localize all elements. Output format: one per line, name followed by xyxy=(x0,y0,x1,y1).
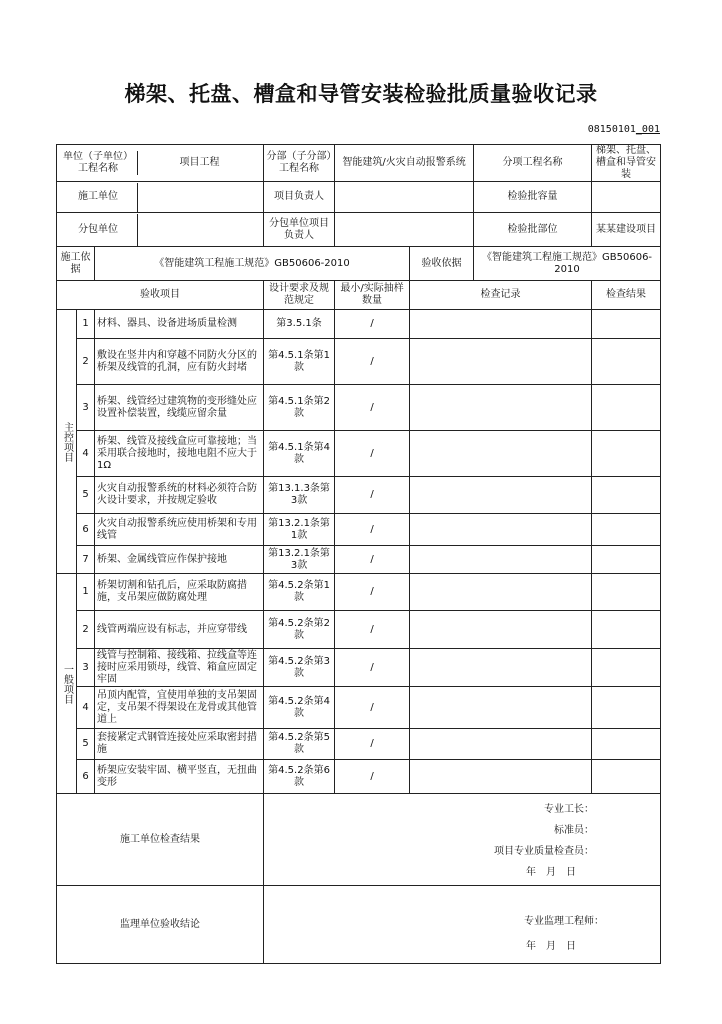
constructor-value[interactable] xyxy=(138,183,262,212)
item-record[interactable] xyxy=(410,760,592,794)
item-result[interactable] xyxy=(592,385,661,431)
item-text: 敷设在竖井内和穿越不同防火分区的桥架及线管的孔洞，应有防火封堵 xyxy=(95,339,264,385)
sub-pm-value[interactable] xyxy=(335,213,474,247)
location-value[interactable]: 某某建设项目 xyxy=(592,213,661,247)
construction-check-signature-area[interactable] xyxy=(264,794,661,886)
main-item-row xyxy=(57,385,661,431)
item-text: 线管与控制箱、接线箱、拉线盒等连接时应采用锁母，线管、箱盒应固定牢固 xyxy=(95,649,264,687)
item-result[interactable] xyxy=(592,339,661,385)
item-clause: 第4.5.1条第2款 xyxy=(264,385,335,431)
item-sample[interactable]: / xyxy=(335,514,410,546)
item-number: 3 xyxy=(77,649,95,687)
item-text: 桥架切割和钻孔后，应采取防腐措施，支吊架应做防腐处理 xyxy=(95,574,264,611)
item-record[interactable] xyxy=(410,611,592,649)
item-sample[interactable]: / xyxy=(335,546,410,574)
item-sample[interactable]: / xyxy=(335,687,410,729)
main-item-row xyxy=(57,546,661,574)
header-row-sub xyxy=(57,213,661,247)
constructor-label: 施工单位 xyxy=(59,183,138,212)
supervision-date: 年 月 日 xyxy=(526,941,577,952)
unit-label: 单位（子单位）工程名称 xyxy=(59,151,138,175)
general-item-row xyxy=(57,574,661,611)
item-result[interactable] xyxy=(592,687,661,729)
general-item-row xyxy=(57,729,661,760)
main-item-row xyxy=(57,514,661,546)
construction-check-date: 年 月 日 xyxy=(526,867,577,878)
item-text: 桥架、线管及接线盒应可靠接地；当采用联合接地时，接地电阻不应大于1Ω xyxy=(95,431,264,477)
item-number: 5 xyxy=(77,477,95,514)
header-row-basis xyxy=(57,247,661,281)
col-design-header: 设计要求及规范规定 xyxy=(264,281,335,310)
item-number: 3 xyxy=(77,385,95,431)
form-code-prefix: 08150101 xyxy=(587,124,636,135)
item-text: 套接紧定式钢管连接处应采取密封措施 xyxy=(95,729,264,760)
subitem-value[interactable]: 梯架、托盘、槽盒和导管安装 xyxy=(592,145,661,182)
acceptance-value[interactable]: 《智能建筑工程施工规范》GB50606-2010 xyxy=(474,247,661,281)
sub-value[interactable] xyxy=(138,214,262,246)
item-record[interactable] xyxy=(410,687,592,729)
item-sample[interactable]: / xyxy=(335,431,410,477)
item-result[interactable] xyxy=(592,546,661,574)
item-record[interactable] xyxy=(410,339,592,385)
qc-inspector-label: 项目专业质量检查员： xyxy=(494,846,595,857)
item-result[interactable] xyxy=(592,431,661,477)
item-clause: 第13.2.1条第3款 xyxy=(264,546,335,574)
item-text: 材料、器具、设备进场质量检测 xyxy=(95,310,264,339)
foreman-label: 专业工长： xyxy=(544,804,595,815)
item-record[interactable] xyxy=(410,310,592,339)
form-code-suffix: _001 xyxy=(635,124,660,135)
supervising-engineer-label: 专业监理工程师： xyxy=(524,916,605,927)
item-number: 4 xyxy=(77,431,95,477)
item-number: 2 xyxy=(77,611,95,649)
pm-value[interactable] xyxy=(335,182,474,213)
item-number: 1 xyxy=(77,310,95,339)
item-sample[interactable]: / xyxy=(335,760,410,794)
item-text: 火灾自动报警系统的材料必须符合防火设计要求，并按规定验收 xyxy=(95,477,264,514)
item-clause: 第4.5.2条第5款 xyxy=(264,729,335,760)
item-result[interactable] xyxy=(592,729,661,760)
item-number: 7 xyxy=(77,546,95,574)
item-clause: 第4.5.2条第6款 xyxy=(264,760,335,794)
item-number: 6 xyxy=(77,760,95,794)
item-text: 线管两端应设有标志，并应穿带线 xyxy=(95,611,264,649)
capacity-value[interactable] xyxy=(592,182,661,213)
sub-pm-label: 分包单位项目负责人 xyxy=(264,213,335,247)
col-item-header: 验收项目 xyxy=(57,281,264,310)
main-items-label: 主控项目 xyxy=(57,310,77,574)
item-record[interactable] xyxy=(410,649,592,687)
item-text: 桥架应安装牢固、横平竖直，无扭曲变形 xyxy=(95,760,264,794)
item-number: 6 xyxy=(77,514,95,546)
construction-check-label: 施工单位检查结果 xyxy=(57,794,264,886)
division-label: 分部（子分部）工程名称 xyxy=(264,145,335,182)
item-clause: 第4.5.2条第3款 xyxy=(264,649,335,687)
item-text: 桥架、金属线管应作保护接地 xyxy=(95,546,264,574)
general-item-row xyxy=(57,760,661,794)
capacity-label: 检验批容量 xyxy=(474,182,592,213)
basis-value[interactable]: 《智能建筑工程施工规范》GB50606-2010 xyxy=(95,247,410,281)
item-result[interactable] xyxy=(592,649,661,687)
supervision-row xyxy=(57,886,661,964)
item-text: 桥架、线管经过建筑物的变形缝处应设置补偿装置，线缆应留余量 xyxy=(95,385,264,431)
form-code xyxy=(588,124,660,135)
item-record[interactable] xyxy=(410,385,592,431)
item-sample[interactable]: / xyxy=(335,611,410,649)
item-result[interactable] xyxy=(592,477,661,514)
col-record-header: 检查记录 xyxy=(410,281,592,310)
item-result[interactable] xyxy=(592,760,661,794)
item-number: 2 xyxy=(77,339,95,385)
page-title: 梯架、托盘、槽盒和导管安装检验批质量验收记录 xyxy=(124,82,598,106)
item-sample[interactable]: / xyxy=(335,385,410,431)
item-clause: 第3.5.1条 xyxy=(264,310,335,339)
main-item-row xyxy=(57,431,661,477)
subitem-label: 分项工程名称 xyxy=(474,145,592,182)
acceptance-label: 验收依据 xyxy=(410,247,474,281)
item-sample[interactable]: / xyxy=(335,310,410,339)
construction-check-row xyxy=(57,794,661,886)
item-result[interactable] xyxy=(592,611,661,649)
item-record[interactable] xyxy=(410,514,592,546)
general-item-row xyxy=(57,649,661,687)
main-item-row xyxy=(57,310,661,339)
item-number: 5 xyxy=(77,729,95,760)
col-result-header: 检查结果 xyxy=(592,281,661,310)
inspector-label: 标准员： xyxy=(554,825,595,836)
item-clause: 第13.1.3条第3款 xyxy=(264,477,335,514)
item-clause: 第4.5.2条第4款 xyxy=(264,687,335,729)
basis-label: 施工依据 xyxy=(57,247,95,281)
column-header-row xyxy=(57,281,661,310)
item-number: 4 xyxy=(77,687,95,729)
item-clause: 第4.5.2条第1款 xyxy=(264,574,335,611)
item-sample[interactable]: / xyxy=(335,339,410,385)
general-items-label: 一般项目 xyxy=(57,574,77,794)
item-text: 吊顶内配管，宜使用单独的支吊架固定，支吊架不得架设在龙骨或其他管道上 xyxy=(95,687,264,729)
item-sample[interactable]: / xyxy=(335,574,410,611)
item-sample[interactable]: / xyxy=(335,649,410,687)
inspection-form-table xyxy=(56,144,661,964)
item-record[interactable] xyxy=(410,431,592,477)
item-text: 火灾自动报警系统应使用桥架和专用线管 xyxy=(95,514,264,546)
supervision-signature-area[interactable] xyxy=(264,886,661,964)
item-record[interactable] xyxy=(410,729,592,760)
general-item-row xyxy=(57,687,661,729)
item-clause: 第4.5.1条第1款 xyxy=(264,339,335,385)
header-row-constructor xyxy=(57,182,661,213)
item-sample[interactable]: / xyxy=(335,729,410,760)
location-label: 检验批部位 xyxy=(474,213,592,247)
col-sample-header: 最小/实际抽样数量 xyxy=(335,281,410,310)
main-item-row xyxy=(57,477,661,514)
item-result[interactable] xyxy=(592,514,661,546)
item-record[interactable] xyxy=(410,477,592,514)
main-item-row xyxy=(57,339,661,385)
item-result[interactable] xyxy=(592,574,661,611)
item-record[interactable] xyxy=(410,546,592,574)
unit-value[interactable]: 项目工程 xyxy=(179,157,220,168)
unit-label-cell xyxy=(57,145,264,182)
item-clause: 第13.2.1条第1款 xyxy=(264,514,335,546)
header-row-unit xyxy=(57,145,661,182)
item-number: 1 xyxy=(77,574,95,611)
item-clause: 第4.5.2条第2款 xyxy=(264,611,335,649)
item-record[interactable] xyxy=(410,574,592,611)
division-value[interactable]: 智能建筑/火灾自动报警系统 xyxy=(335,145,474,182)
supervision-label: 监理单位验收结论 xyxy=(57,886,264,964)
sub-label: 分包单位 xyxy=(59,214,138,246)
item-result[interactable] xyxy=(592,310,661,339)
item-sample[interactable]: / xyxy=(335,477,410,514)
pm-label: 项目负责人 xyxy=(264,182,335,213)
item-clause: 第4.5.1条第4款 xyxy=(264,431,335,477)
general-item-row xyxy=(57,611,661,649)
